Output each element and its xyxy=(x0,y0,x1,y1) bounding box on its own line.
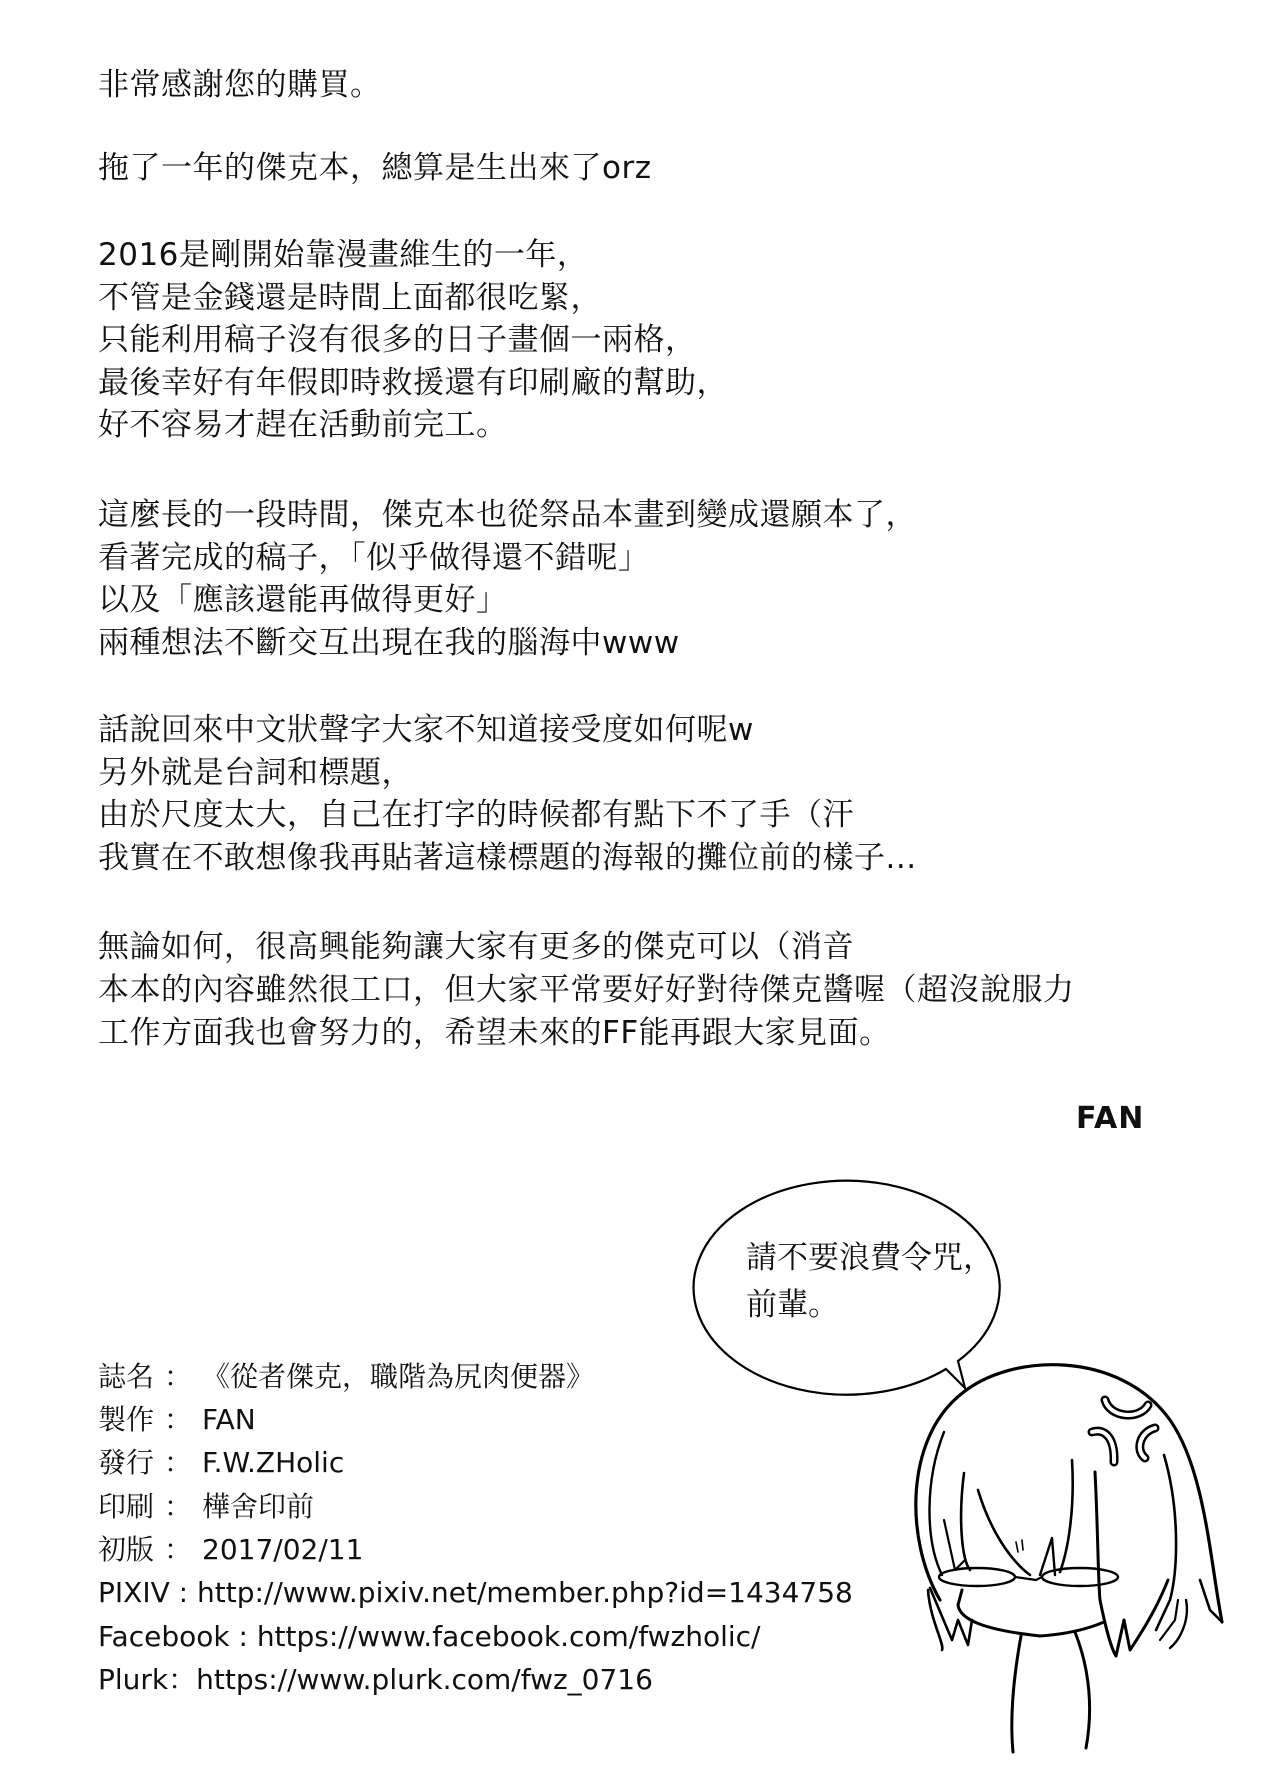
afterword-line: 只能利用稿子沒有很多的日子畫個一兩格， xyxy=(98,322,697,358)
afterword-line: 最後幸好有年假即時救援還有印刷廠的幫助， xyxy=(98,365,728,401)
colophon-separator: : xyxy=(169,1576,197,1609)
face-outline xyxy=(958,1590,1104,1636)
colophon-row-publisher xyxy=(98,1443,344,1483)
colophon-row-plurk xyxy=(98,1660,653,1700)
colophon-separator: ： xyxy=(164,1403,193,1436)
colophon-separator: ： xyxy=(164,1446,193,1479)
afterword-line: 非常感謝您的購買。 xyxy=(98,67,382,103)
colophon-value: FAN xyxy=(202,1403,256,1436)
neck-left xyxy=(1012,1636,1021,1752)
colophon-label: 發行 xyxy=(98,1446,155,1479)
glasses-right-lens xyxy=(1042,1568,1118,1586)
bubble-line: 請不要浪費令咒， xyxy=(746,1240,994,1276)
afterword-line: 這麼長的一段時間，傑克本也從祭品本畫到變成還願本了， xyxy=(98,497,917,533)
colophon-label: 印刷 xyxy=(98,1490,155,1523)
facebook-link[interactable]: https://www.facebook.com/fwzholic/ xyxy=(256,1620,761,1653)
colophon-separator: ： xyxy=(168,1663,197,1696)
pixiv-link[interactable]: http://www.pixiv.net/member.php?id=1434758 xyxy=(196,1576,853,1609)
glasses-left-lens xyxy=(939,1568,1015,1586)
colophon-label: PIXIV xyxy=(98,1576,170,1609)
colophon-row-printer xyxy=(98,1487,314,1527)
afterword-line: 以及「應該還能再做得更好」 xyxy=(98,582,508,618)
anger-mark-icon xyxy=(1092,1400,1155,1462)
colophon-label: 誌名 xyxy=(98,1360,155,1393)
colophon-separator: : xyxy=(229,1620,257,1653)
colophon-label: Facebook xyxy=(98,1620,230,1653)
colophon-label: 製作 xyxy=(98,1403,155,1436)
colophon-row-first-edition xyxy=(98,1530,363,1570)
bubble-line: 前輩。 xyxy=(746,1287,839,1323)
afterword-line: 工作方面我也會努力的，希望未來的FF能再跟大家見面。 xyxy=(98,1015,891,1051)
afterword-line: 我實在不敢想像我再貼著這樣標題的海報的攤位前的樣子... xyxy=(98,840,917,876)
afterword-line: 看著完成的稿子，「似乎做得還不錯呢」 xyxy=(98,540,650,576)
afterword-line: 好不容易才趕在活動前完工。 xyxy=(98,407,508,443)
neck-right xyxy=(1075,1632,1090,1748)
afterword-line: 無論如何，很高興能夠讓大家有更多的傑克可以（消音 xyxy=(98,929,854,965)
author-signature: FAN xyxy=(1076,1101,1145,1136)
afterword-line: 本本的內容雖然很工口，但大家平常要好好對待傑克醬喔（超沒說服力 xyxy=(98,972,1075,1008)
afterword-line: 另外就是台詞和標題， xyxy=(98,755,413,791)
colophon-row-title xyxy=(98,1357,594,1397)
colophon-separator: ： xyxy=(164,1533,193,1566)
colophon-label: Plurk xyxy=(98,1663,169,1696)
afterword-line: 話說回來中文狀聲字大家不知道接受度如何呢w xyxy=(98,712,754,748)
plurk-link[interactable]: https://www.plurk.com/fwz_0716 xyxy=(196,1663,653,1696)
colophon-separator: ： xyxy=(164,1360,193,1393)
afterword-line: 兩種想法不斷交互出現在我的腦海中www xyxy=(98,625,680,661)
afterword-line: 2016是剛開始靠漫畫維生的一年， xyxy=(98,237,589,273)
character xyxy=(916,1365,1222,1752)
colophon-row-pixiv xyxy=(98,1573,853,1613)
afterword-line: 由於尺度太大，自己在打字的時候都有點下不了手（汗 xyxy=(98,797,854,833)
colophon-value: 樺舍印前 xyxy=(202,1490,315,1523)
afterword-line: 不管是金錢還是時間上面都很吃緊， xyxy=(98,280,602,316)
colophon-separator: ： xyxy=(164,1490,193,1523)
afterword-line: 拖了一年的傑克本，總算是生出來了orz xyxy=(98,150,652,186)
colophon-value: 2017/02/11 xyxy=(202,1533,364,1566)
colophon-value: 《從者傑克，職階為尻肉便器》 xyxy=(202,1360,595,1393)
colophon-value: F.W.ZHolic xyxy=(202,1446,345,1479)
colophon-row-facebook xyxy=(98,1617,760,1657)
colophon-row-author xyxy=(98,1400,256,1440)
speech-bubble xyxy=(694,1181,1000,1395)
colophon-label: 初版 xyxy=(98,1533,155,1566)
